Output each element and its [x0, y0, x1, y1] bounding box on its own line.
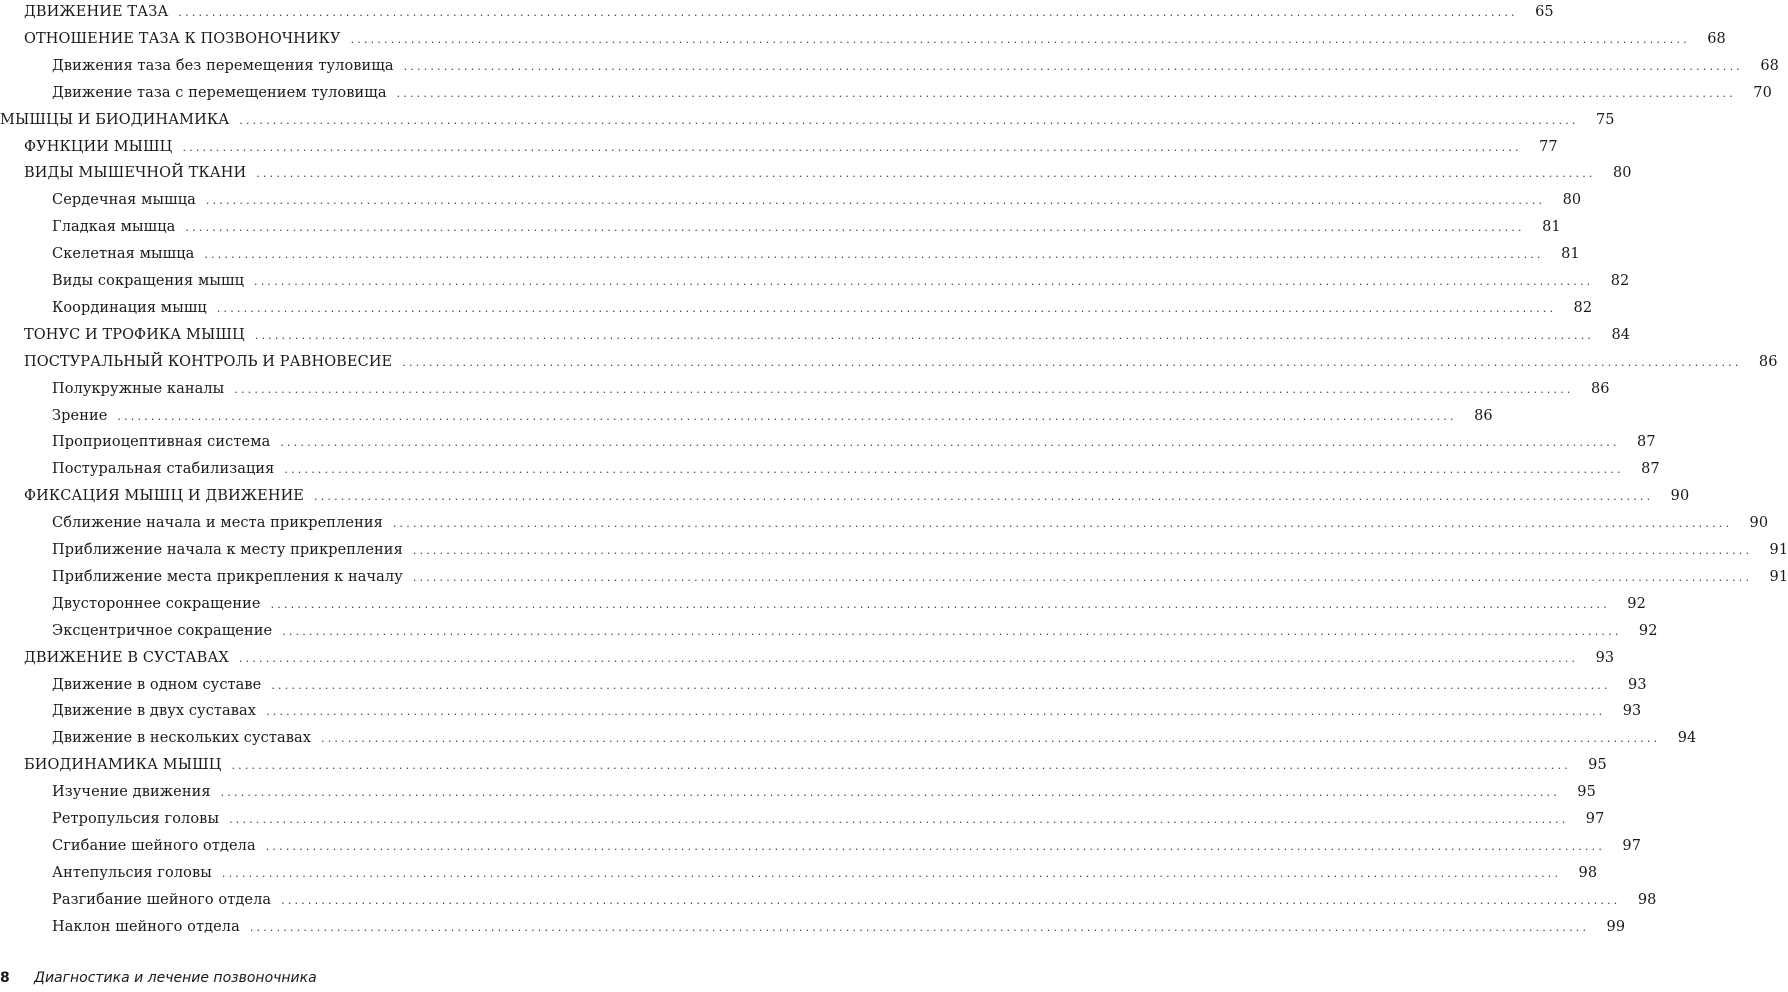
toc-entry-page: 91	[1769, 569, 1788, 585]
toc-entry	[0, 753, 1607, 777]
page-number: 8	[0, 970, 10, 986]
toc-entry-title: ВИДЫ МЫШЕЧНОЙ ТКАНИ	[24, 165, 247, 181]
dot-leader: ........................................................................................................................................................................................................	[412, 544, 1753, 557]
page-footer	[0, 966, 317, 990]
dot-leader: ........................................................................................................................................................................................................	[220, 786, 1560, 799]
toc-entry-title: Движение таза с перемещением туловища	[52, 85, 387, 101]
toc-entry	[0, 377, 1610, 401]
dot-leader: ........................................................................................................................................................................................................	[249, 921, 1590, 934]
toc-entry-page: 68	[1760, 58, 1779, 74]
dot-leader: ........................................................................................................................................................................................................	[117, 410, 1457, 423]
toc-entry-title: ОТНОШЕНИЕ ТАЗА К ПОЗВОНОЧНИКУ	[24, 31, 341, 47]
toc-entry-title: Разгибание шейного отдела	[52, 892, 272, 908]
toc-entry	[0, 888, 1657, 912]
toc-entry-page: 94	[1677, 730, 1697, 746]
toc-entry-page: 92	[1638, 623, 1658, 639]
toc-entry	[0, 323, 1631, 347]
toc-entry-title: Виды сокращения мышц	[52, 273, 245, 289]
toc-entry	[0, 538, 1788, 562]
toc-entry-page: 92	[1627, 596, 1646, 612]
toc-entry-title: Скелетная мышца	[52, 246, 195, 262]
dot-leader: ........................................................................................................................................................................................................	[254, 275, 1594, 288]
dot-leader: ........................................................................................................................................................................................................	[392, 517, 1733, 530]
toc-entry-page: 93	[1628, 677, 1647, 693]
dot-leader: ........................................................................................................................................................................................................	[402, 356, 1742, 369]
toc-entry-page: 95	[1577, 784, 1596, 800]
dot-leader: ........................................................................................................................................................................................................	[205, 194, 1546, 207]
toc-entry-page: 98	[1637, 892, 1657, 908]
dot-leader: ........................................................................................................................................................................................................	[282, 625, 1622, 638]
toc-entry-page: 93	[1595, 650, 1615, 666]
toc-entry	[0, 161, 1632, 185]
toc-entry-title: ДВИЖЕНИЕ ТАЗА	[24, 4, 169, 20]
toc-entry	[0, 726, 1697, 750]
toc-entry-title: Постуральная стабилизация	[52, 461, 275, 477]
dot-leader: ........................................................................................................................................................................................................	[229, 813, 1569, 826]
toc-entry-page: 95	[1588, 757, 1607, 773]
running-title: Диагностика и лечение позвоночника	[34, 970, 317, 986]
dot-leader: ........................................................................................................................................................................................................	[266, 705, 1606, 718]
toc-entry-page: 90	[1749, 515, 1769, 531]
toc-entry	[0, 81, 1772, 105]
toc-entry	[0, 807, 1605, 831]
toc-entry-title: ТОНУС И ТРОФИКА МЫШЦ	[24, 327, 245, 343]
toc-entry	[0, 915, 1626, 939]
toc-entry	[0, 484, 1690, 508]
toc-entry-title: Ретропульсия головы	[52, 811, 220, 827]
toc-entry-title: Гладкая мышца	[52, 219, 176, 235]
toc-entry	[0, 404, 1493, 428]
toc-entry	[0, 54, 1779, 78]
toc-entry-title: ПОСТУРАЛЬНЫЙ КОНТРОЛЬ И РАВНОВЕСИЕ	[24, 354, 393, 370]
dot-leader: ........................................................................................................................................................................................................	[350, 33, 1690, 46]
toc-entry-page: 65	[1535, 4, 1554, 20]
dot-leader: ........................................................................................................................................................................................................	[403, 60, 1743, 73]
dot-leader: ........................................................................................................................................................................................................	[231, 759, 1571, 772]
toc-entry-title: Полукружные каналы	[52, 381, 225, 397]
toc-entry	[0, 215, 1561, 239]
dot-leader: ........................................................................................................................................................................................................	[270, 598, 1610, 611]
toc-entry-page: 87	[1641, 461, 1660, 477]
dot-leader: ........................................................................................................................................................................................................	[239, 114, 1579, 127]
toc-entry-page: 86	[1590, 381, 1610, 397]
dot-leader: ........................................................................................................................................................................................................	[216, 302, 1557, 315]
toc-entry-title: МЫШЦЫ И БИОДИНАМИКА	[0, 112, 230, 128]
toc-entry	[0, 188, 1582, 212]
dot-leader: ........................................................................................................................................................................................................	[234, 383, 1574, 396]
dot-leader: ........................................................................................................................................................................................................	[182, 141, 1522, 154]
dot-leader: ........................................................................................................................................................................................................	[256, 167, 1596, 180]
toc-entry-title: ФУНКЦИИ МЫШЦ	[24, 139, 173, 155]
dot-leader: ........................................................................................................................................................................................................	[412, 571, 1753, 584]
dot-leader: ........................................................................................................................................................................................................	[254, 329, 1595, 342]
toc-entry-title: ДВИЖЕНИЕ В СУСТАВАХ	[24, 650, 229, 666]
toc-entry-title: Зрение	[52, 408, 108, 424]
toc-entry	[0, 646, 1615, 670]
toc-entry-page: 70	[1753, 85, 1772, 101]
toc-entry	[0, 269, 1630, 293]
toc-entry-page: 97	[1585, 811, 1605, 827]
toc-entry-title: Антепульсия головы	[52, 865, 212, 881]
toc-entry-title: Движения таза без перемещения туловища	[52, 58, 394, 74]
toc-entry-page: 98	[1578, 865, 1598, 881]
toc-entry	[0, 619, 1658, 643]
toc-entry-page: 82	[1610, 273, 1630, 289]
toc-entry-page: 91	[1769, 542, 1788, 558]
dot-leader: ........................................................................................................................................................................................................	[321, 732, 1661, 745]
toc-entry-page: 80	[1612, 165, 1632, 181]
toc-entry-page: 82	[1573, 300, 1593, 316]
toc-entry	[0, 673, 1647, 697]
toc-entry-title: Изучение движения	[52, 784, 211, 800]
dot-leader: ........................................................................................................................................................................................................	[271, 679, 1611, 692]
toc-entry	[0, 565, 1788, 589]
toc-entry-page: 99	[1606, 919, 1626, 935]
toc-entry-title: Двустороннее сокращение	[52, 596, 261, 612]
dot-leader: ........................................................................................................................................................................................................	[178, 6, 1518, 19]
toc-entry	[0, 242, 1580, 266]
toc-entry-title: Приближение начала к месту прикрепления	[52, 542, 403, 558]
toc-entry-page: 97	[1622, 838, 1642, 854]
toc-entry-title: Проприоцептивная система	[52, 434, 271, 450]
toc-entry-page: 93	[1622, 703, 1642, 719]
toc-entry	[0, 834, 1642, 858]
toc-entry-page: 80	[1562, 192, 1582, 208]
toc-entry-title: Сближение начала и места прикрепления	[52, 515, 383, 531]
dot-leader: ........................................................................................................................................................................................................	[284, 463, 1624, 476]
toc-entry-title: Сгибание шейного отдела	[52, 838, 256, 854]
dot-leader: ........................................................................................................................................................................................................	[221, 867, 1562, 880]
dot-leader: ........................................................................................................................................................................................................	[185, 221, 1525, 234]
toc-entry	[0, 511, 1769, 535]
dot-leader: ........................................................................................................................................................................................................	[238, 652, 1579, 665]
toc-entry-page: 87	[1637, 434, 1656, 450]
toc-entry	[0, 0, 1554, 24]
toc-entry-title: Наклон шейного отдела	[52, 919, 240, 935]
toc-entry-page: 77	[1539, 139, 1558, 155]
toc-entry-title: Координация мышц	[52, 300, 207, 316]
dot-leader: ........................................................................................................................................................................................................	[281, 894, 1621, 907]
toc-entry	[0, 592, 1646, 616]
toc-entry-title: Движение в нескольких суставах	[52, 730, 312, 746]
toc-entry-page: 84	[1611, 327, 1631, 343]
toc-entry	[0, 861, 1598, 885]
toc-entry	[0, 135, 1558, 159]
toc-entry	[0, 430, 1656, 454]
toc-entry-title: Движение в одном суставе	[52, 677, 262, 693]
toc-entry-page: 90	[1670, 488, 1690, 504]
toc-entry-page: 75	[1595, 112, 1615, 128]
toc-entry-title: Эксцентричное сокращение	[52, 623, 273, 639]
dot-leader: ........................................................................................................................................................................................................	[265, 840, 1606, 853]
toc-entry-page: 86	[1758, 354, 1778, 370]
toc-entry	[0, 27, 1726, 51]
toc-entry	[0, 296, 1593, 320]
toc-entry	[0, 699, 1642, 723]
toc-entry-page: 81	[1542, 219, 1561, 235]
toc-entry-title: Движение в двух суставах	[52, 703, 257, 719]
toc-entry	[0, 780, 1596, 804]
toc-entry-title: ФИКСАЦИЯ МЫШЦ И ДВИЖЕНИЕ	[24, 488, 304, 504]
toc-entry-title: Приближение места прикрепления к началу	[52, 569, 403, 585]
dot-leader: ........................................................................................................................................................................................................	[314, 490, 1654, 503]
toc-entry-title: Сердечная мышца	[52, 192, 196, 208]
toc-entry-page: 81	[1561, 246, 1580, 262]
dot-leader: ........................................................................................................................................................................................................	[396, 87, 1736, 100]
dot-leader: ........................................................................................................................................................................................................	[280, 436, 1620, 449]
dot-leader: ........................................................................................................................................................................................................	[204, 248, 1544, 261]
toc-entry-title: БИОДИНАМИКА МЫШЦ	[24, 757, 222, 773]
toc-entry	[0, 350, 1778, 374]
toc-entry	[0, 108, 1615, 132]
toc-entry	[0, 457, 1660, 481]
toc-entry-page: 86	[1474, 408, 1493, 424]
toc-entry-page: 68	[1707, 31, 1726, 47]
